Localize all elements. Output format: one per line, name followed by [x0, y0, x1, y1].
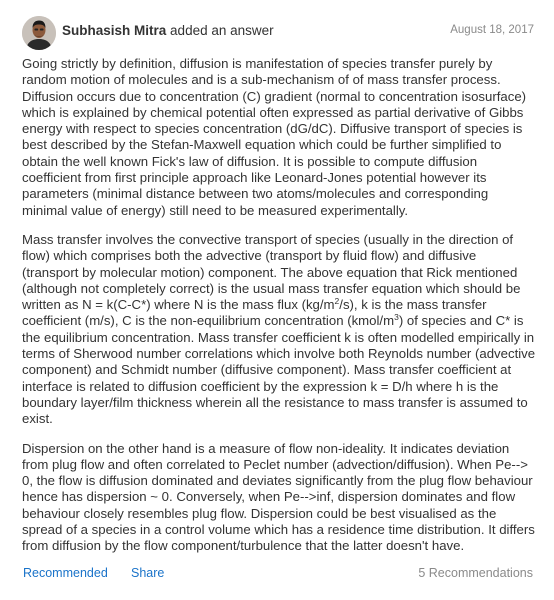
paragraph-2-part-c: ) of species and C* is the equilibrium concentration. Mass transfer coefficient k is often modelled empirically in terms of Sherwood number correlations which involve both Reynolds number (advective component) and Schmidt number (diffusive component). Mass transfer coefficient at interface is related to diffusion coefficient by the expression k = D/h where h is the boundary layer/film thickness wherein all the resistance to mass transfer is assumed to exist.	[22, 313, 536, 427]
answer-header	[22, 14, 534, 54]
superscript-cubed: 3	[394, 312, 399, 323]
answer-date: August 18, 2017	[450, 24, 534, 36]
paragraph-2-part-b: /s), k is the mass transfer coefficient (m/s), C is the non-equilibrium concentration (kmol/m	[22, 297, 487, 329]
answer-footer	[23, 566, 533, 584]
author-avatar[interactable]	[22, 16, 56, 50]
share-button[interactable]: Share	[131, 566, 165, 580]
superscript-squared: 2	[334, 296, 340, 307]
answer-paragraph-1: Going strictly by definition, diffusion is manifestation of species transfer purely by random motion of molecules and is a sub-mechanism of of mass transfer process. Diffusion occurs due to concentration (C) gradient (normal to concentration isosurface) which is explained by chemical potential often expressed as partial derivative of Gibbs energy with respect to species concentration (dG/dC). Diffusive transport of species is best described by the Stefan-Maxwell equation which could be further simplified to obtain the well known Fick's law of diffusion. It is possible to compute diffusion coefficient from first principle approach like Leonard-Jones potential however its parameters (minimal distance between two atoms/molecules and corresponding minimal value of energy) still need to be measured experimentally.	[22, 56, 527, 218]
author-action: added an answer	[170, 23, 274, 38]
recommendations-count[interactable]: 5 Recommendations	[418, 566, 533, 580]
recommended-button[interactable]: Recommended	[23, 566, 108, 580]
author-name[interactable]: Subhasish Mitra	[62, 23, 167, 38]
answer-paragraph-3: Dispersion on the other hand is a measure of flow non-ideality. It indicates deviation from plug flow and often correlated to Peclet number (advection/diffusion). When Pe--> 0, the flow is diffusion dominated and deviates significantly from the plug flow behaviour hence has dispersion ~ 0. Conversely, when Pe-->inf, dispersion dominates and flow behaviour closely resembles plug flow. Dispersion could be best visualised as the spread of a species in a control volume which has a residence time distribution. It differs from diffusion by the flow component/turbulence that the latter doesn't have.	[22, 440, 535, 554]
answer-paragraph-2	[22, 232, 536, 428]
avatar-photo	[22, 16, 56, 50]
answer-body	[22, 56, 536, 568]
paragraph-2-part-a: Mass transfer involves the convective transport of species (usually in the direction of flow) which comprises both the advective (transport by fluid flow) and diffusive (transport by molecular motion) component. The above equation that Rick mentioned (although not completely correct) is the usual mass transfer equation which should be written as N = k(C-C*) where N is the mass flux (kg/m	[22, 231, 521, 313]
author-line	[62, 23, 274, 38]
